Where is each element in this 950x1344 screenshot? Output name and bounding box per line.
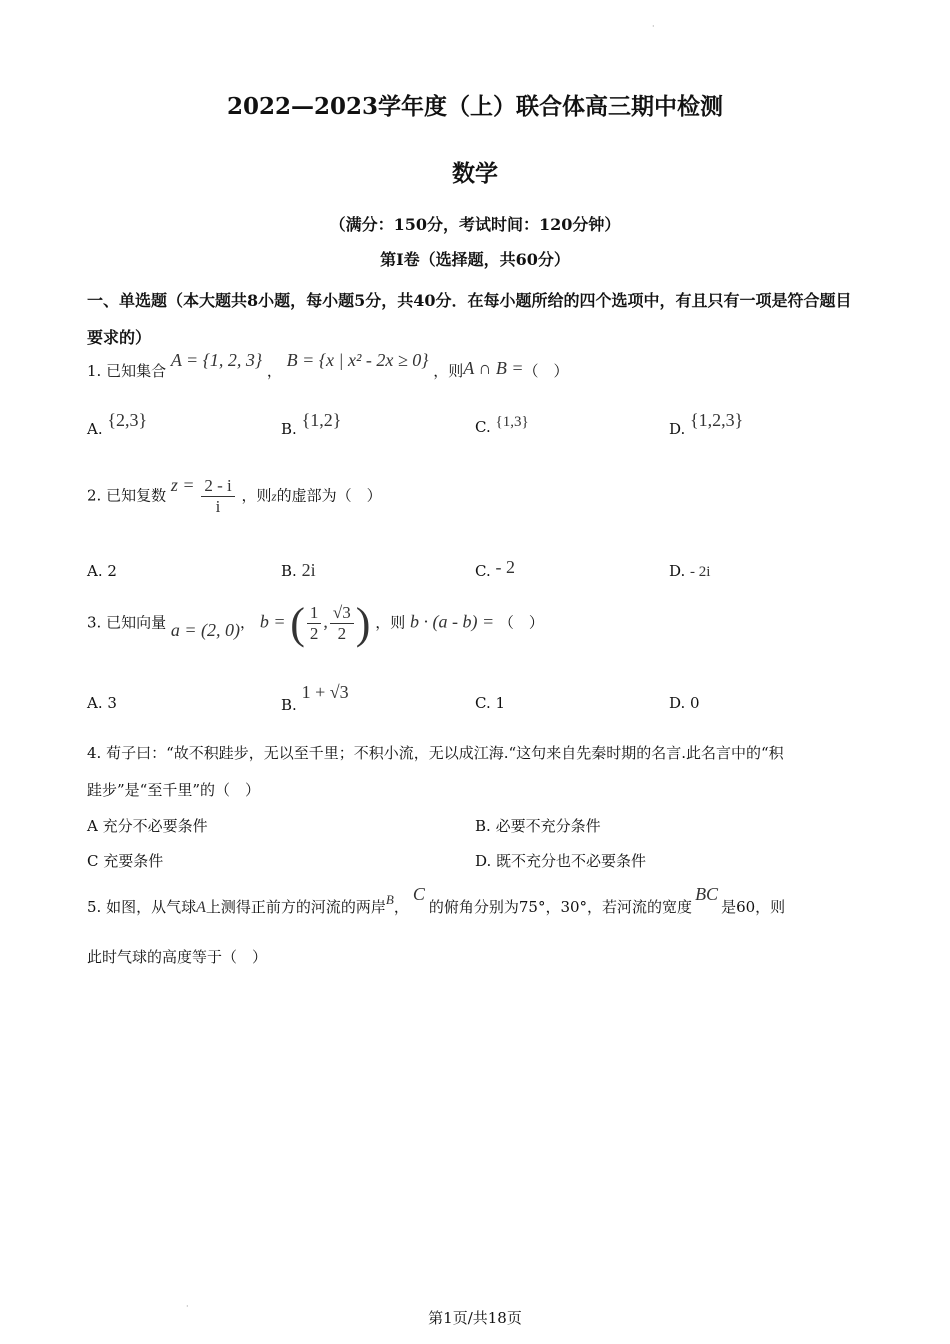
option-label: B. xyxy=(475,817,491,835)
q3-num-1: 1 xyxy=(307,603,322,624)
option-label: D. xyxy=(669,420,686,438)
q2-option-c[interactable] xyxy=(475,557,515,581)
option-label: A xyxy=(87,817,98,835)
q4-option-b[interactable] xyxy=(475,815,601,836)
q3-option-d[interactable] xyxy=(669,694,700,712)
q5-point-b: B xyxy=(385,892,394,907)
option-label: D. xyxy=(669,562,686,580)
subject-title: 数学 xyxy=(452,160,498,187)
q1-set-a: A = {1, 2, 3} xyxy=(170,350,263,370)
option-label: C. xyxy=(475,562,491,580)
q5-sep: ， xyxy=(393,898,409,916)
question-3 xyxy=(87,598,544,649)
q3-num-2: √3 xyxy=(330,603,354,624)
q5-width-bc: BC xyxy=(695,884,719,904)
q1-option-d[interactable] xyxy=(669,410,744,439)
option-label: D. xyxy=(475,852,492,870)
q3-vector-a: a = (2, 0) xyxy=(170,619,241,640)
option-value: - 2i xyxy=(690,564,711,580)
option-value: 0 xyxy=(690,694,700,712)
q3-sep: ， xyxy=(240,613,256,632)
q3-paren: （ ） xyxy=(498,613,544,632)
option-value: 3 xyxy=(107,694,117,712)
option-label: A. xyxy=(87,562,103,580)
option-value: 充分不必要条件 xyxy=(102,817,208,835)
question-4-line-1: 4. 荀子曰：“故不积跬步，无以至千里；不积小流，无以成江海.“这句来自先秦时期的名言.此名言中的“积 xyxy=(87,744,784,762)
q3-expr: b · (a - b) = xyxy=(409,611,495,632)
q3-den-2: 2 xyxy=(337,624,347,643)
option-value: 必要不充分条件 xyxy=(495,817,601,835)
option-label: D. xyxy=(669,694,686,712)
q1-expr: A ∩ B = xyxy=(463,358,524,378)
option-value: {1,3} xyxy=(495,414,529,430)
option-value: {1,2,3} xyxy=(690,410,744,430)
option-label: B. xyxy=(281,420,297,438)
q2-option-b[interactable] xyxy=(281,560,316,581)
option-label: A. xyxy=(87,694,103,712)
question-5-line-2: 此时气球的高度等于（ ） xyxy=(87,948,268,966)
scan-dot-footer: · xyxy=(186,1302,189,1311)
option-value: 充要条件 xyxy=(103,852,164,870)
volume-heading: 第Ⅰ卷（选择题，共60分） xyxy=(380,250,570,269)
option-value: 2i xyxy=(301,560,316,580)
q2-suffix: 的虚部为（ ） xyxy=(276,486,382,505)
q2-z-var: z xyxy=(271,488,277,504)
q1-set-b: B = {x | x² - 2x ≥ 0} xyxy=(286,350,429,370)
q1-suffix: ，则 xyxy=(433,362,464,380)
q1-option-b[interactable] xyxy=(281,410,342,439)
q2-option-d[interactable] xyxy=(669,562,710,581)
option-label: C. xyxy=(475,694,491,712)
q2-option-a[interactable] xyxy=(87,562,117,580)
q3-vector-b-eq: b = xyxy=(259,611,286,632)
q3-option-c[interactable] xyxy=(475,694,505,712)
q2-suffix-pre: ，则 xyxy=(241,486,272,505)
q5-mid-2: 的俯角分别为75°，30°，若河流的宽度 xyxy=(428,898,693,916)
option-label: C. xyxy=(475,418,491,436)
option-label: C xyxy=(87,852,99,870)
option-value: {1,2} xyxy=(301,410,342,430)
option-label: B. xyxy=(281,562,297,580)
option-value: - 2 xyxy=(495,557,515,577)
q3-right-paren: ) xyxy=(355,599,371,648)
q2-z-eq: z = xyxy=(170,474,195,495)
q3-prefix: 3. 已知向量 xyxy=(87,613,167,632)
q5-point-a: A xyxy=(196,899,206,916)
q4-option-a[interactable] xyxy=(87,815,208,836)
q1-option-a[interactable] xyxy=(87,410,148,439)
q3-suffix-pre: ，则 xyxy=(375,613,406,632)
question-2 xyxy=(87,476,382,517)
q5-mid-3: 是60，则 xyxy=(721,898,786,916)
scan-dot: · xyxy=(652,22,655,31)
q3-option-b[interactable] xyxy=(281,682,349,714)
option-value: {2,3} xyxy=(107,410,148,430)
question-1 xyxy=(87,350,569,381)
q3-option-a[interactable] xyxy=(87,694,117,712)
section-heading: 一、单选题（本大题共8小题，每小题5分，共40分．在每小题所给的四个选项中，有且只有一项是符合题目要求的） xyxy=(87,291,852,347)
option-label: A. xyxy=(87,420,103,438)
exam-title: 2022—2023学年度（上）联合体高三期中检测 xyxy=(226,93,724,120)
q5-mid-1: 上测得正前方的河流的两岸 xyxy=(205,898,386,916)
q1-option-c[interactable] xyxy=(475,414,529,437)
option-value: 1 xyxy=(495,694,506,712)
q2-fraction xyxy=(201,476,234,517)
question-5-line-1 xyxy=(87,884,867,917)
q2-denominator: i xyxy=(215,497,221,516)
q1-sep: ， xyxy=(266,362,282,380)
q3-fraction-2 xyxy=(330,603,354,644)
q2-numerator: 2 - i xyxy=(201,476,234,497)
option-label: B. xyxy=(281,696,297,714)
option-value: 2 xyxy=(107,562,117,580)
q3-comma: , xyxy=(323,611,328,632)
exam-meta: （满分：150分，考试时间：120分钟） xyxy=(329,215,621,234)
option-value: 1 + √3 xyxy=(301,682,349,702)
q3-fraction-1 xyxy=(307,603,322,644)
q5-point-c: C xyxy=(412,884,425,904)
q3-left-paren: ( xyxy=(290,599,305,648)
q3-den-1: 2 xyxy=(309,624,319,643)
option-value: 既不充分也不必要条件 xyxy=(496,852,647,870)
page-footer: 第1页/共18页 xyxy=(428,1309,522,1327)
question-4-line-2: 跬步”是“至千里”的（ ） xyxy=(87,781,261,799)
q1-paren: （ ） xyxy=(523,362,569,380)
q4-option-c[interactable] xyxy=(87,850,163,871)
q4-option-d[interactable] xyxy=(475,850,646,871)
q2-prefix: 2. 已知复数 xyxy=(87,486,167,505)
q5-prefix: 5. 如图，从气球 xyxy=(87,898,197,916)
q1-prefix: 1. 已知集合 xyxy=(87,362,167,380)
